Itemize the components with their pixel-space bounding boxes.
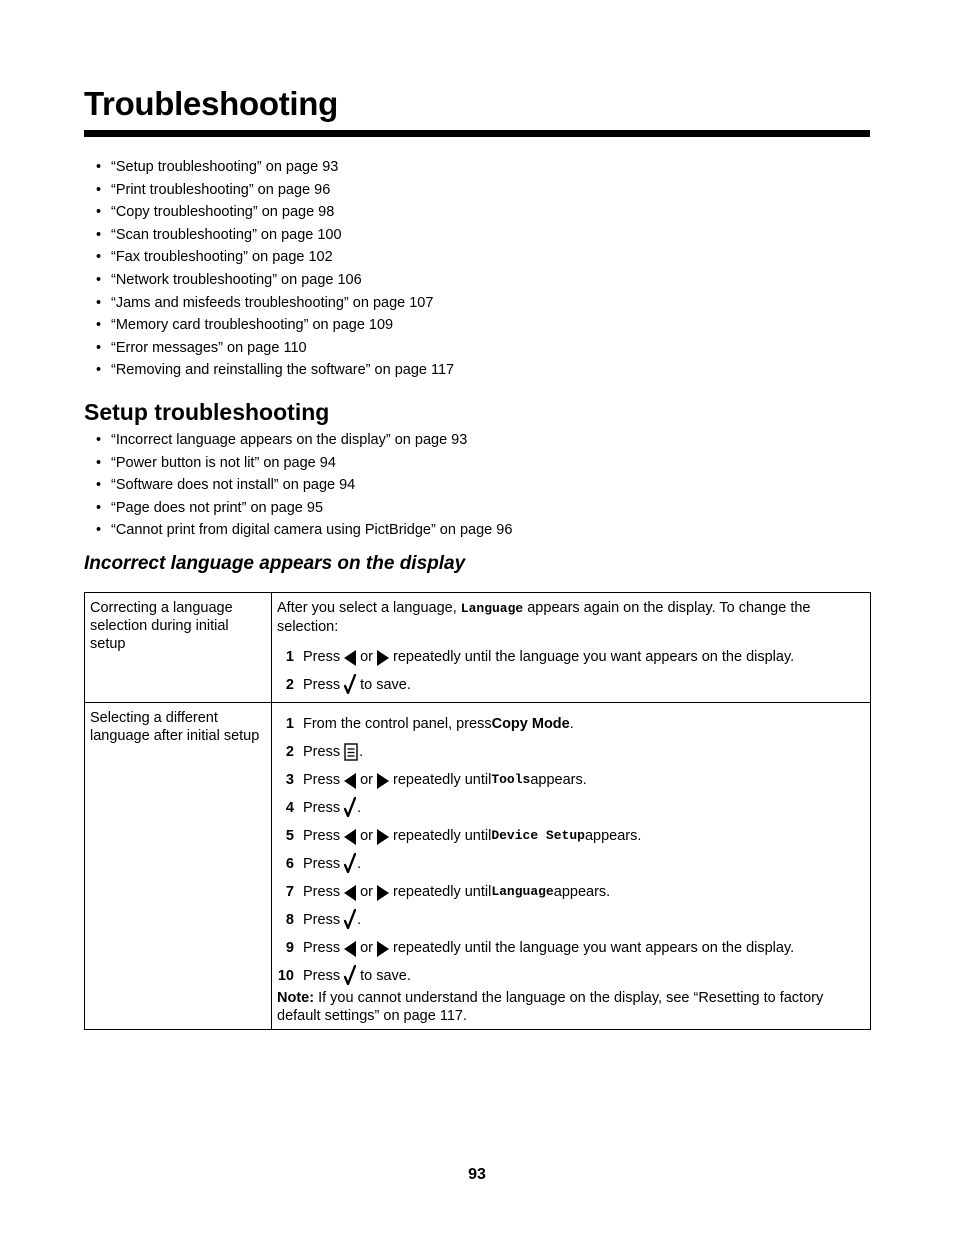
intro-text: After you select a language, Language appears again on the display. To change the selection:	[277, 600, 811, 635]
row-content	[272, 703, 871, 1030]
toc-item[interactable]: • “Setup troubleshooting” on page 93	[96, 156, 454, 179]
setup-item[interactable]: • “Incorrect language appears on the display” on page 93	[96, 429, 512, 452]
setup-item[interactable]: • “Cannot print from digital camera using PictBridge” on page 96	[96, 519, 512, 542]
table-row	[85, 593, 871, 703]
left-arrow-icon	[344, 941, 356, 957]
toc-item[interactable]: • “Error messages” on page 110	[96, 337, 454, 360]
checkmark-icon	[344, 674, 356, 694]
setup-heading: Setup troubleshooting	[84, 399, 330, 425]
display-text-language: Language	[460, 601, 524, 616]
menu-icon	[344, 743, 358, 761]
left-arrow-icon	[344, 650, 356, 666]
step-item: 8 Press .	[277, 905, 865, 929]
step-item: 9 Press or repeatedly until the language you want appears on the display.	[285, 940, 795, 956]
checkmark-icon	[344, 965, 356, 985]
checkmark-icon	[344, 853, 356, 873]
step-item: 1 Press or repeatedly until the language you want appears on the display.	[285, 649, 795, 665]
setup-item[interactable]: • “Page does not print” on page 95	[96, 497, 512, 520]
bullet: •	[96, 477, 102, 494]
bullet: •	[96, 317, 102, 334]
copy-mode-button-label: Copy Mode	[491, 716, 570, 732]
bullet: •	[96, 181, 102, 198]
step-list	[277, 642, 865, 694]
bullet: •	[96, 454, 102, 471]
setup-list	[96, 429, 512, 542]
toc-item[interactable]: • “Jams and misfeeds troubleshooting” on page 107	[96, 292, 454, 315]
page-number: 93	[468, 1166, 486, 1183]
bullet: •	[96, 499, 102, 516]
step-item: 4 Press .	[277, 793, 865, 817]
step-item: 2 Press to save.	[277, 670, 865, 694]
bullet: •	[96, 249, 102, 266]
toc-item[interactable]: • “Scan troubleshooting” on page 100	[96, 224, 454, 247]
bullet: •	[96, 204, 102, 221]
left-arrow-icon	[344, 829, 356, 845]
bullet: •	[96, 271, 102, 288]
row-content	[272, 593, 871, 703]
right-arrow-icon	[377, 829, 389, 845]
right-arrow-icon	[377, 773, 389, 789]
right-arrow-icon	[377, 941, 389, 957]
right-arrow-icon	[377, 885, 389, 901]
right-arrow-icon	[377, 650, 389, 666]
display-text-device-setup: Device Setup	[491, 828, 585, 843]
left-arrow-icon	[344, 773, 356, 789]
display-text-language: Language	[491, 884, 554, 899]
step-list	[277, 709, 865, 985]
bullet: •	[96, 362, 102, 379]
setup-item[interactable]: • “Power button is not lit” on page 94	[96, 452, 512, 475]
bullet: •	[96, 339, 102, 356]
step-item: 7 Press or repeatedly until Language appears.	[285, 884, 611, 900]
toc-item[interactable]: • “Memory card troubleshooting” on page 109	[96, 314, 454, 337]
page-title: Troubleshooting	[84, 85, 338, 122]
step-item: 5 Press or repeatedly until Device Setup appears.	[285, 828, 642, 844]
toc-item[interactable]: • “Fax troubleshooting” on page 102	[96, 246, 454, 269]
bullet: •	[96, 226, 102, 243]
step-item: 2 Press .	[285, 744, 364, 760]
step-item: 3 Press or repeatedly until Tools appears.	[285, 772, 587, 788]
toc-item[interactable]: • “Removing and reinstalling the software” on page 117	[96, 359, 454, 382]
setup-item[interactable]: • “Software does not install” on page 94	[96, 474, 512, 497]
note-text: If you cannot understand the language on the display, see “Resetting to factory default settings” on page 117.	[277, 990, 824, 1024]
instructions-table	[84, 592, 871, 1030]
left-arrow-icon	[344, 885, 356, 901]
toc-list	[96, 156, 454, 382]
note-label: Note:	[277, 990, 315, 1006]
bullet: •	[96, 294, 102, 311]
row-label: Selecting a different language after initial setup	[85, 703, 272, 1030]
checkmark-icon	[344, 797, 356, 817]
bullet: •	[96, 432, 102, 448]
step-item: 6 Press .	[277, 849, 865, 873]
title-rule	[84, 130, 870, 137]
checkmark-icon	[344, 909, 356, 929]
step-item: 1 From the control panel, press Copy Mode .	[285, 716, 574, 732]
table-row	[85, 703, 871, 1030]
toc-item[interactable]: • “Copy troubleshooting” on page 98	[96, 201, 454, 224]
toc-item[interactable]: • “Print troubleshooting” on page 96	[96, 179, 454, 202]
note	[277, 989, 865, 1025]
row-label: Correcting a language selection during initial setup	[85, 593, 272, 703]
display-text-tools: Tools	[491, 772, 531, 787]
bullet: •	[96, 522, 102, 539]
toc-item[interactable]: • “Network troubleshooting” on page 106	[96, 269, 454, 292]
section-heading: Incorrect language appears on the display	[84, 553, 466, 574]
bullet: •	[96, 159, 102, 175]
step-item: 10 Press to save.	[277, 961, 865, 985]
